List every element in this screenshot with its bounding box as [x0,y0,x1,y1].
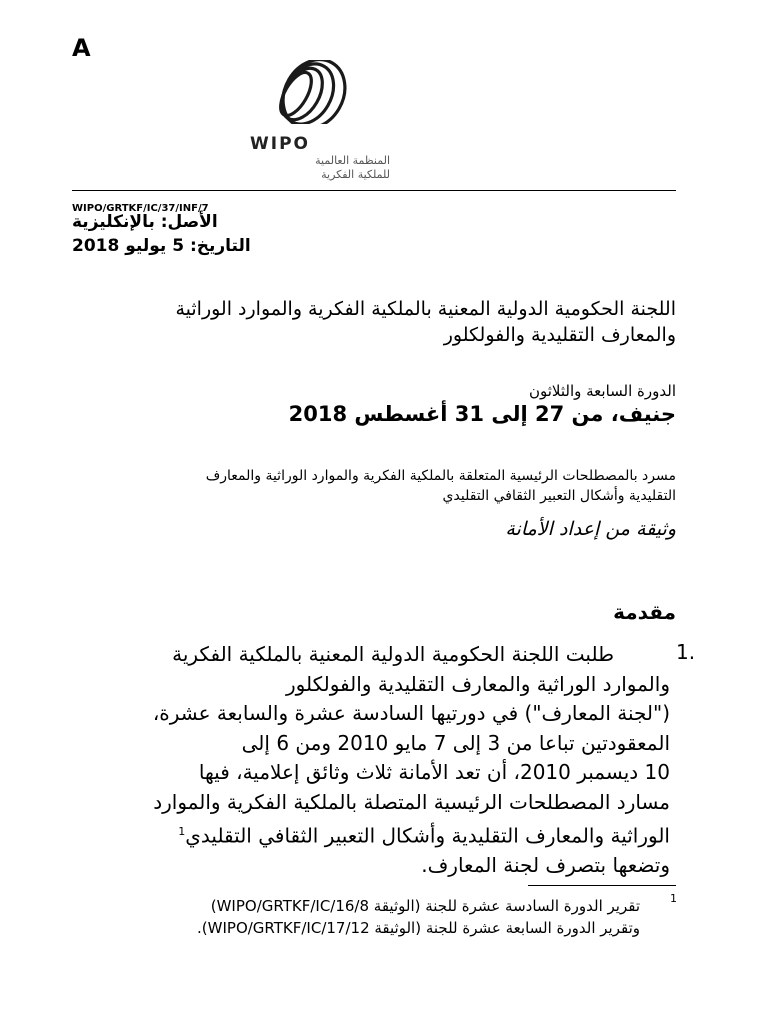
header-divider [72,190,676,191]
paragraph-line: 10 ديسمبر 2010، أن تعد الأمانة ثلاث وثائق إعلامية، فيها [198,760,670,784]
venue-dates: جنيف، من 27 إلى 31 أغسطس 2018 [288,402,676,426]
committee-line: والمعارف التقليدية والفولكلور [443,324,676,346]
paragraph-line: وتضعها بتصرف لجنة المعارف. [421,853,670,878]
paragraph-body [60,640,670,881]
committee-line: اللجنة الحكومية الدولية المعنية بالملكية الفكرية والموارد الوراثية [175,298,676,320]
section-heading: مقدمة [613,600,676,624]
paragraph-line: ("لجنة المعارف") في دورتيها السادسة عشرة والسابعة عشرة، [152,701,670,725]
paragraph-number: 1. [676,640,696,664]
paragraph-line: طلبت اللجنة الحكومية الدولية المعنية بالملكية الفكرية [172,642,614,666]
original-language: الأصل: بالإنكليزية [72,212,218,232]
footnote-text [80,895,640,939]
logo-arabic-line: للملكية الفكرية [321,168,390,181]
paragraph-line [60,817,670,851]
paragraph-line: مسارد المصطلحات الرئيسية المتصلة بالملكية الفكرية والموارد [153,789,670,814]
logo-arabic-line: المنظمة العالمية [315,154,390,167]
footnote-separator [528,885,676,886]
prepared-by: وثيقة من إعداد الأمانة [505,518,676,540]
logo-wordmark: WIPO [250,134,310,154]
footnote-line: تقرير الدورة السادسة عشرة للجنة (الوثيقة WIPO/GRTKF/IC/16/8) [210,897,640,915]
paragraph-line: المعقودتين تباعا من 3 إلى 7 مايو 2010 ومن 6 إلى [241,730,670,755]
footnote-line: وتقرير الدورة السابعة عشرة للجنة (الوثيقة WIPO/GRTKF/IC/17/12). [197,919,640,937]
document-date: التاريخ: 5 يوليو 2018 [72,236,251,256]
language-letter: A [72,34,91,62]
document-symbol: WIPO/GRTKF/IC/37/INF/7 [72,203,209,214]
document-title-line: مسرد بالمصطلحات الرئيسية المتعلقة بالملكية الفكرية والموارد الوراثية والمعارف [205,468,676,484]
session-title: الدورة السابعة والثلاثون [528,382,676,400]
footnote-number: 1 [670,892,677,905]
committee-name [76,296,676,348]
footnote-reference[interactable]: 1 [178,825,186,838]
document-title-line: التقليدية وأشكال التعبير الثقافي التقليدي [442,488,676,504]
paragraph-line: والموارد الوراثية والمعارف التقليدية والفولكلور [285,671,670,696]
document-title [66,466,676,506]
paragraph-line-text: الوراثية والمعارف التقليدية وأشكال التعبير الثقافي التقليدي [185,823,670,848]
logo-arabic-text [240,154,390,182]
